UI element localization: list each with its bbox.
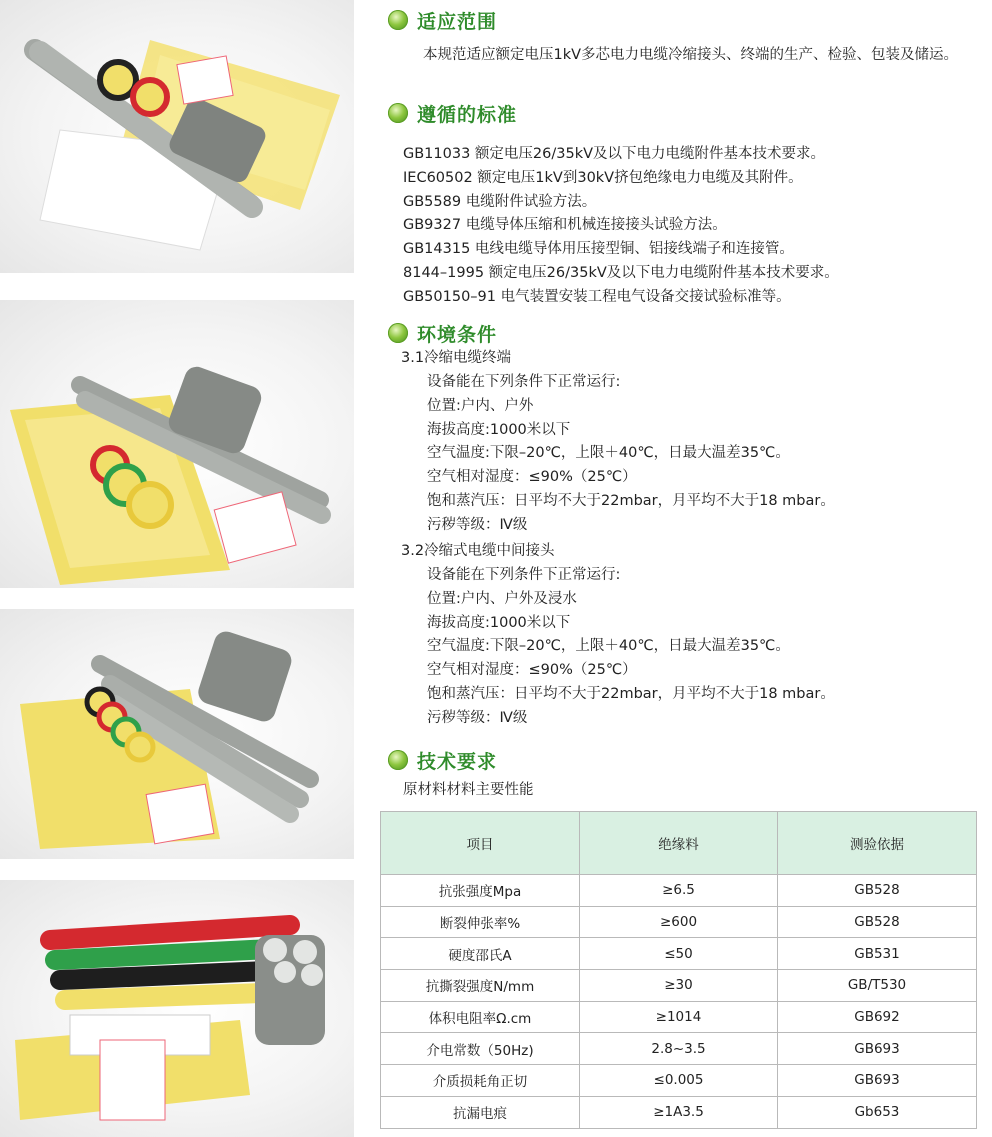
product-photo-4-illustration: [0, 880, 354, 1137]
material-properties-table: [380, 811, 977, 1129]
env-terminal-item: 位置:户内、户外: [427, 397, 534, 414]
product-photo-3: [0, 609, 354, 859]
standard-item: IEC60502 额定电压1kV到30kV挤包绝缘电力电缆及其附件。: [403, 169, 803, 186]
scope-paragraph: [383, 44, 986, 66]
green-bullet-icon: [388, 323, 408, 343]
table-row: [381, 1001, 977, 1033]
heading-technical: [388, 745, 497, 775]
env-joint-item: 设备能在下列条件下正常运行:: [427, 567, 621, 583]
table-cell: 体积电阻率Ω.cm: [381, 1001, 580, 1033]
heading-environment-text: 环境条件: [417, 323, 498, 346]
env-terminal-item: 饱和蒸汽压：日平均不大于22mbar，月平均不大于18 mbar。: [427, 492, 835, 509]
env-terminal-item: 空气温度:下限–20℃，上限＋40℃，日最大温差35℃。: [427, 445, 790, 462]
product-photo-1: [0, 0, 354, 273]
table-cell: GB/T530: [778, 970, 977, 1002]
product-photo-2-illustration: [0, 300, 354, 588]
standard-item: GB9327 电缆导体压缩和机械连接接头试验方法。: [403, 217, 727, 234]
green-bullet-icon: [388, 103, 408, 123]
table-cell: ≥1014: [580, 1001, 778, 1033]
standard-item: GB14315 电线电缆导体用压接型铜、铝接线端子和连接管。: [403, 241, 794, 258]
env-terminal-item: 设备能在下列条件下正常运行:: [427, 374, 621, 390]
table-cell: ≥30: [580, 970, 778, 1002]
table-row: [381, 1096, 977, 1128]
heading-environment: [388, 318, 497, 348]
table-cell: ≥6.5: [580, 875, 778, 907]
standard-item: GB5589 电缆附件试验方法。: [403, 193, 597, 210]
table-cell: GB693: [778, 1033, 977, 1065]
product-photo-1-illustration: [0, 0, 354, 273]
heading-standards: [388, 98, 517, 128]
env-terminal-item: 污秽等级：Ⅳ级: [427, 516, 528, 533]
env-terminal-item: 海拔高度:1000米以下: [427, 421, 571, 438]
env-joint-item: 空气相对湿度：≤90%（25℃）: [427, 662, 637, 679]
green-bullet-icon: [388, 10, 408, 30]
table-cell: GB528: [778, 875, 977, 907]
technical-subtitle: 原材料材料主要性能: [403, 782, 534, 798]
table-cell: 断裂伸张率%: [381, 906, 580, 938]
standard-item: 8144–1995 额定电压26/35kV及以下电力电缆附件基本技术要求。: [403, 264, 839, 281]
env-joint-heading: 3.2冷缩式电缆中间接头: [401, 543, 555, 559]
heading-standards-text: 遵循的标准: [417, 103, 518, 126]
table-cell: ≤50: [580, 938, 778, 970]
column-header: 测验依据: [778, 812, 977, 875]
standard-item: GB11033 额定电压26/35kV及以下电力电缆附件基本技术要求。: [403, 146, 826, 162]
table-row: [381, 875, 977, 907]
table-row: [381, 938, 977, 970]
table-cell: 抗撕裂强度N/mm: [381, 970, 580, 1002]
heading-technical-text: 技术要求: [417, 750, 498, 773]
standard-item: GB50150–91 电气装置安装工程电气设备交接试验标准等。: [403, 288, 791, 305]
table-cell: GB531: [778, 938, 977, 970]
product-photo-4: [0, 880, 354, 1137]
table-cell: GB528: [778, 906, 977, 938]
table-row: [381, 970, 977, 1002]
column-header: 项目: [381, 812, 580, 875]
table-row: [381, 906, 977, 938]
standards-list: [403, 143, 839, 310]
table-cell: GB693: [778, 1065, 977, 1097]
table-cell: ≥600: [580, 906, 778, 938]
table-cell: ≥1A3.5: [580, 1096, 778, 1128]
table-cell: 介质损耗角正切: [381, 1065, 580, 1097]
env-joint-item: 海拔高度:1000米以下: [427, 614, 571, 631]
green-bullet-icon: [388, 750, 408, 770]
table-cell: 2.8~3.5: [580, 1033, 778, 1065]
env-terminal-heading: 3.1冷缩电缆终端: [401, 350, 512, 366]
product-photo-3-illustration: [0, 609, 354, 859]
table-cell: 抗漏电痕: [381, 1096, 580, 1128]
table-cell: ≤0.005: [580, 1065, 778, 1097]
heading-scope-text: 适应范围: [417, 10, 498, 33]
heading-scope: [388, 5, 497, 35]
env-joint-item: 空气温度:下限–20℃，上限＋40℃，日最大温差35℃。: [427, 638, 790, 655]
env-terminal-item: 空气相对湿度：≤90%（25℃）: [427, 469, 637, 486]
env-joint-item: 位置:户内、户外及浸水: [427, 590, 577, 607]
table-cell: Gb653: [778, 1096, 977, 1128]
product-photo-2: [0, 300, 354, 588]
table-row: [381, 1065, 977, 1097]
table-cell: GB692: [778, 1001, 977, 1033]
table-cell: 硬度邵氏A: [381, 938, 580, 970]
env-joint-item: 污秽等级：Ⅳ级: [427, 709, 528, 726]
table-header-row: [381, 812, 977, 875]
env-joint-list: [427, 564, 835, 731]
table-cell: 抗张强度Mpa: [381, 875, 580, 907]
table-cell: 介电常数（50Hz): [381, 1033, 580, 1065]
scope-text: 本规范适应额定电压1kV多芯电力电缆冷缩接头、终端的生产、检验、包装及储运。: [423, 47, 959, 63]
env-terminal-list: [427, 371, 835, 538]
env-joint-item: 饱和蒸汽压：日平均不大于22mbar，月平均不大于18 mbar。: [427, 685, 835, 702]
column-header: 绝缘料: [580, 812, 778, 875]
table-row: [381, 1033, 977, 1065]
